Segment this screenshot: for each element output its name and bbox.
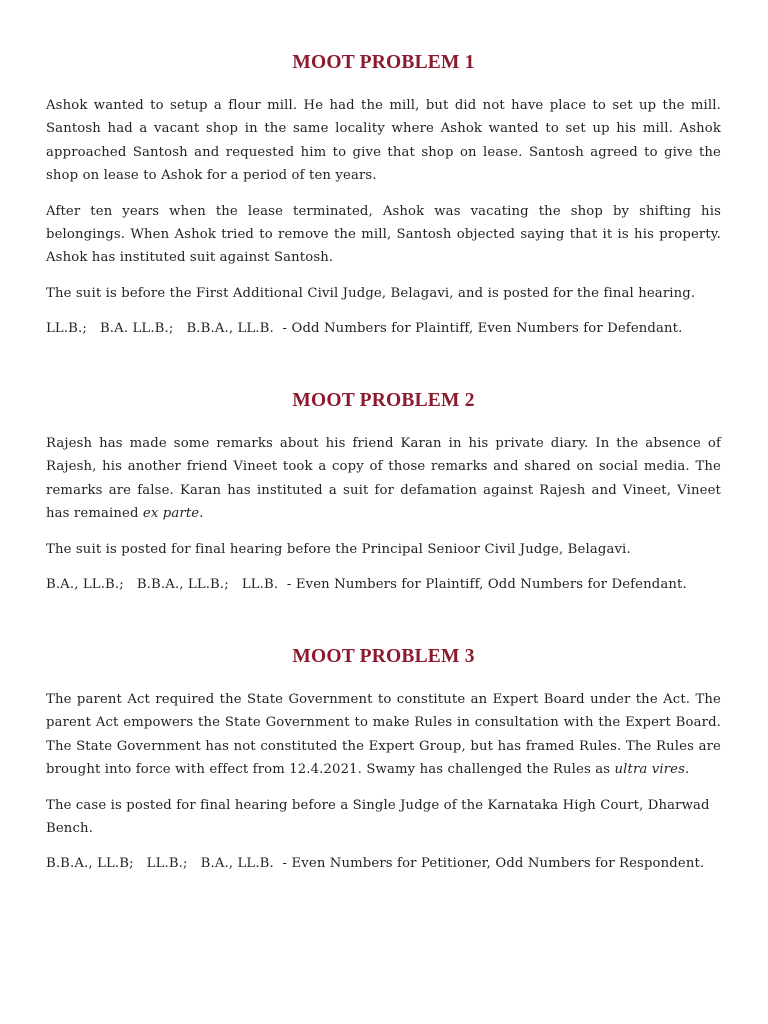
moot-problem-2 (46, 390, 721, 596)
problem-paragraph: The suit is posted for final hearing before the Principal Senioor Civil Judge, Belagavi. (46, 541, 631, 557)
problem-paragraph (46, 688, 721, 782)
paragraph-text: The parent Act required the State Government to constitute an Expert Board under the Act. The parent Act empowers the State Government to make Rules in consultation with the Expert Board. The State Government has not constituted the Expert Group, but has framed Rules. The Rules are brought into force with effect from 12.4.2021. Swamy has challenged the Rules as (46, 692, 721, 778)
problem-title: MOOT PROBLEM 3 (292, 646, 475, 667)
problem-paragraph: Ashok wanted to setup a flour mill. He had the mill, but did not have place to set up the mill. Santosh had a vacant shop in the same locality where Ashok wanted to set up his mill. Ashok approached Santosh and requested him to give that shop on lease. Santosh agreed to give the shop on lease to Ashok for a period of ten years. (46, 98, 721, 184)
latin-term: ultra vires (614, 762, 686, 778)
paragraph-end: . (685, 762, 690, 778)
problem-paragraph: The case is posted for final hearing before a Single Judge of the Karnataka High Court, Dharwad Bench. (46, 797, 710, 837)
problem-paragraph: After ten years when the lease terminated, Ashok was vacating the shop by shifting his belongings. When Ashok tried to remove the mill, Santosh objected saying that it is his property. Ashok has instituted suit against Santosh. (46, 203, 721, 266)
moot-problem-3 (46, 646, 721, 876)
allocation-line: B.A., LL.B.; B.B.A., LL.B.; LL.B. - Even Numbers for Plaintiff, Odd Numbers for Defendant. (46, 577, 687, 593)
problem-title: MOOT PROBLEM 2 (292, 390, 475, 411)
problem-paragraph (46, 432, 721, 526)
problem-paragraph: The suit is before the First Additional Civil Judge, Belagavi, and is posted for the final hearing. (46, 285, 696, 301)
allocation-line: B.B.A., LL.B; LL.B.; B.A., LL.B. - Even Numbers for Petitioner, Odd Numbers for Respondent. (46, 856, 705, 872)
paragraph-text: Rajesh has made some remarks about his friend Karan in his private diary. In the absence of Rajesh, his another friend Vineet took a copy of those remarks and shared on social media. The remarks are false. Karan has instituted a suit for defamation against Rajesh and Vineet, Vineet has remained (46, 436, 721, 522)
latin-term: ex parte (142, 506, 200, 522)
moot-problem-1 (46, 52, 721, 341)
paragraph-end: . (199, 506, 204, 522)
problem-title: MOOT PROBLEM 1 (292, 52, 475, 73)
allocation-line: LL.B.; B.A. LL.B.; B.B.A., LL.B. - Odd Numbers for Plaintiff, Even Numbers for Defendant. (46, 321, 683, 337)
